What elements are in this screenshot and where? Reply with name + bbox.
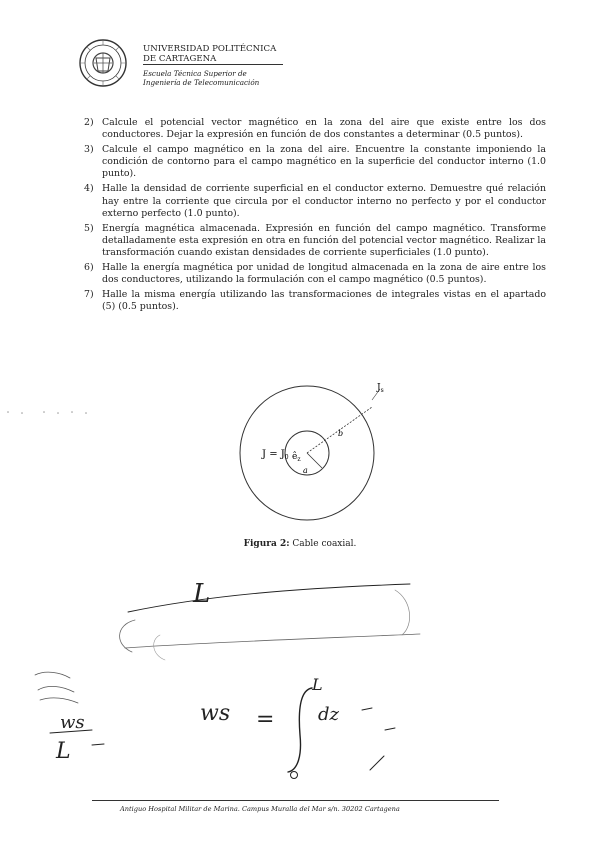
integral-sign: [288, 688, 312, 772]
header-divider: [143, 64, 283, 65]
label-J: $J = J_0$: [262, 449, 289, 461]
question-item: [84, 117, 546, 141]
question-text: Calcule el potencial vector magnético en la zona del aire que existe entre los dos conductores. Dejar la expresión en función de dos constantes a determinar (0.5 puntos).: [102, 117, 546, 141]
question-item: [84, 289, 546, 313]
cylinder-sketch-top: [128, 584, 410, 612]
question-number: 2): [84, 117, 94, 128]
hand-integrand: dz: [318, 704, 340, 725]
scribble-left: [35, 672, 78, 703]
hand-equals: =: [256, 707, 275, 732]
hand-L-top: L: [193, 579, 211, 609]
university-name-line1: UNIVERSIDAD POLITÉCNICA: [143, 44, 277, 54]
question-item: [84, 144, 546, 180]
hand-L-limit: L: [312, 675, 323, 694]
school-name-line1: Escuela Técnica Superior de: [143, 69, 247, 78]
label-a: a: [303, 466, 308, 475]
hand-frac-equals: [92, 744, 104, 745]
hand-ws: ws: [200, 701, 231, 726]
label-b: b: [338, 429, 344, 438]
figure-caption: [0, 539, 600, 549]
cylinder-inner-ring: [154, 635, 165, 660]
question-number: 7): [84, 289, 94, 301]
question-text: Halle la misma energía utilizando las transformaciones de integrales vistas en el apartado (5) (0.5 puntos).: [102, 289, 546, 313]
question-text: Calcule el campo magnético en la zona del aire. Encuentre la constante imponiendo la condición de contorno para el campo magnético en la superficie del conductor interno (1.0 punto).: [102, 144, 546, 180]
caption-text: Cable coaxial.: [289, 539, 357, 549]
scan-noise: [7, 411, 87, 414]
question-number: 5): [84, 222, 94, 234]
label-Js: $J_s$: [377, 383, 384, 394]
question-text: Halle la densidad de corriente superficial en el conductor externo. Demuestre qué relación hay entre la corriente que circula por el conductor interno no perfecto y por el conductor externo perfecto (1.0 punto).: [102, 183, 546, 219]
question-list: [84, 117, 546, 316]
header-institution: [143, 44, 276, 87]
university-name-line2: DE CARTAGENA: [143, 54, 217, 64]
footer-divider: [92, 800, 499, 801]
school-name-line2: Ingeniería de Telecomunicación: [143, 78, 260, 87]
hand-frac-num: ws: [60, 712, 85, 733]
question-number: 3): [84, 144, 94, 156]
question-text: Energía magnética almacenada. Expresión en función del campo magnético. Transforme detalladamente esta expresión en otra en función del potencial vector magnético. Realizar la transformación cuando existan densidades de corriente superficiales (1.0 punto).: [102, 222, 546, 258]
cylinder-sketch-bottom: [125, 634, 420, 648]
question-item: [84, 262, 546, 286]
question-number: 6): [84, 262, 94, 274]
radius-a-line: [307, 453, 322, 468]
footer-address: Antiguo Hospital Militar de Marina. Campus Muralla del Mar s/n. 30202 Cartagena: [120, 805, 400, 813]
handwritten-notes: [0, 560, 600, 790]
integral-lower-mark: [291, 772, 298, 779]
hand-strokes-right: [362, 708, 395, 770]
question-text: Halle la energía magnética por unidad de longitud almacenada en la zona de aire entre los dos conductores, utilizando la formulación con el campo magnético (0.5 puntos).: [102, 262, 546, 286]
hand-frac-den: L: [56, 739, 71, 764]
university-seal-logo: [78, 38, 128, 88]
caption-label: Figura 2:: [243, 539, 290, 549]
question-item: [84, 223, 546, 259]
question-number: 4): [84, 183, 94, 195]
coaxial-cable-figure: [0, 380, 600, 550]
cylinder-right-end: [395, 590, 410, 635]
label-ez: $ê_z$: [292, 452, 301, 463]
question-item: [84, 183, 546, 219]
